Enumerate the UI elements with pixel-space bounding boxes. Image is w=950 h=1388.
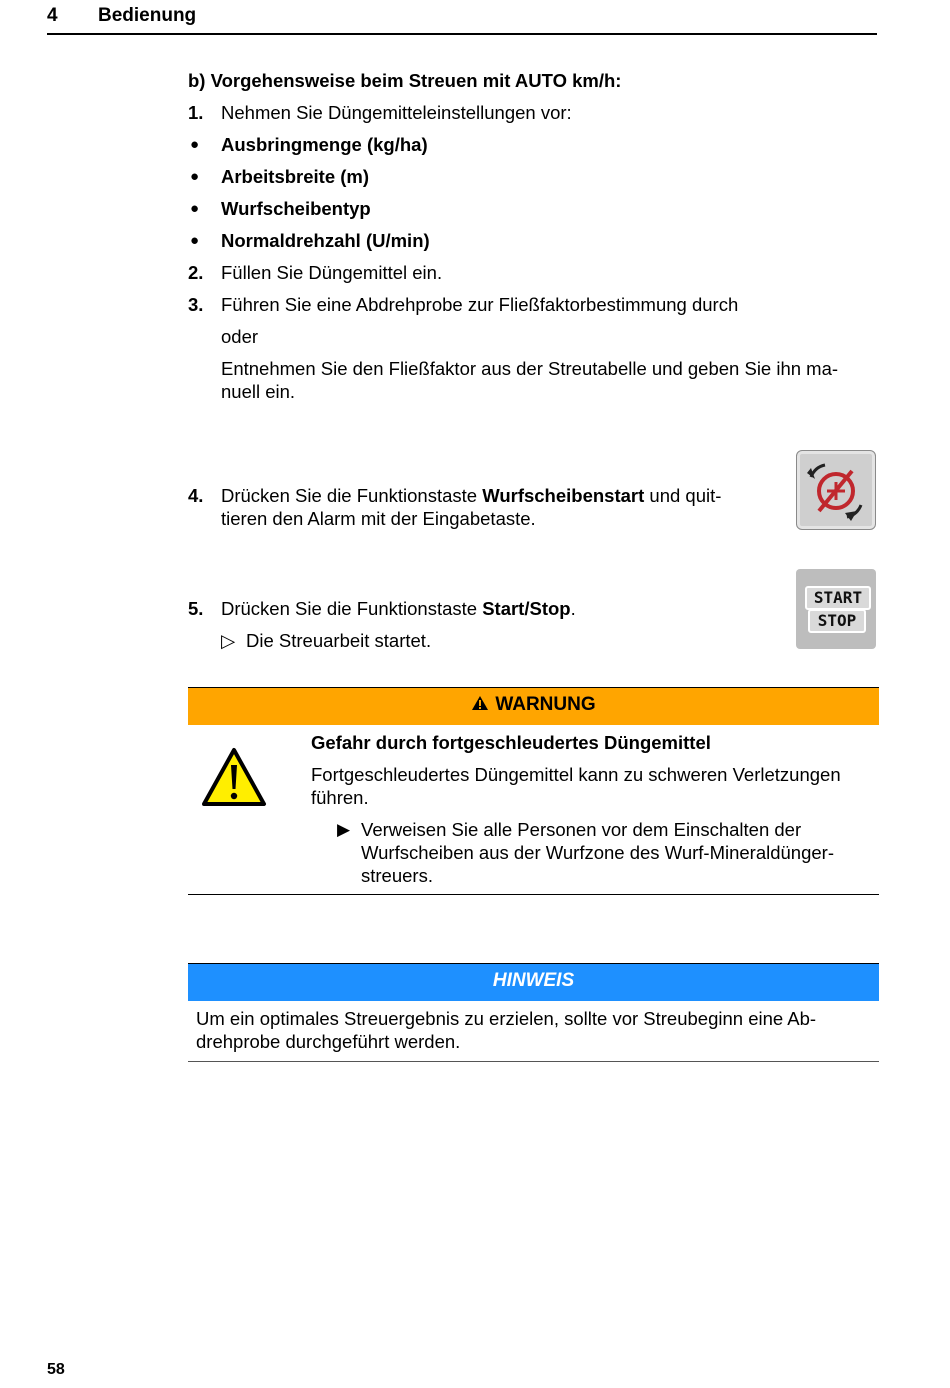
bullet-icon: ● <box>190 232 200 249</box>
step-5-pre: Drücken Sie die Funktionstaste <box>221 598 483 619</box>
bullet-icon: ● <box>190 136 200 153</box>
step-2-number: 2. <box>188 262 204 283</box>
step-2-text: Füllen Sie Düngemittel ein. <box>221 262 443 283</box>
step-5-key-name: Start/Stop <box>482 598 571 619</box>
step-4-post: und quit- <box>644 485 722 506</box>
warning-text-line-2: führen. <box>311 787 369 808</box>
step-5-number: 5. <box>188 598 204 619</box>
step-4-number: 4. <box>188 485 204 506</box>
result-marker-icon: ▷ <box>221 630 236 651</box>
warning-bottom-rule <box>188 894 879 895</box>
page-number: 58 <box>47 1361 65 1378</box>
step-4-pre: Drücken Sie die Funktionstaste <box>221 485 483 506</box>
bullet-icon: ● <box>190 168 200 185</box>
warning-action-line-2: Wurfscheiben aus der Wurfzone des Wurf-Mineraldünger- <box>361 842 834 863</box>
start-stop-key-icon <box>796 569 876 649</box>
warning-title: Gefahr durch fortgeschleudertes Düngemittel <box>311 732 711 753</box>
notice-bottom-rule <box>188 1061 879 1062</box>
step-5-post: . <box>570 598 576 619</box>
bullet-icon: ● <box>190 200 200 217</box>
step-3-number: 3. <box>188 294 204 315</box>
bullet-item: Arbeitsbreite (m) <box>221 166 370 187</box>
warning-triangle-icon <box>200 746 268 808</box>
step-4-key-name: Wurfscheibenstart <box>482 485 645 506</box>
warning-header <box>188 688 879 725</box>
warning-action-line-3: streuers. <box>361 865 433 886</box>
step-5-text <box>221 597 576 620</box>
action-arrow-icon: ▶ <box>337 820 351 839</box>
stop-label: STOP <box>808 609 866 633</box>
step-4-text <box>221 484 721 507</box>
warning-label: WARNUNG <box>495 694 596 715</box>
step-3-or: oder <box>221 326 259 347</box>
warning-triangle-small-icon <box>471 695 489 711</box>
section-title: b) Vorgehensweise beim Streuen mit AUTO km/h: <box>188 70 622 91</box>
bullet-item: Normaldrehzahl (U/min) <box>221 230 430 251</box>
step-3-alt-line-2: nuell ein. <box>221 381 296 402</box>
notice-text-line-2: drehprobe durchgeführt werden. <box>196 1031 461 1052</box>
step-1-text: Nehmen Sie Düngemitteleinstellungen vor: <box>221 102 572 123</box>
warning-action-line-1: Verweisen Sie alle Personen vor dem Einschalten der <box>361 819 802 840</box>
disc-start-key-icon <box>796 450 876 530</box>
warning-text-line-1: Fortgeschleudertes Düngemittel kann zu schweren Verletzungen <box>311 764 841 785</box>
bullet-item: Wurfscheibentyp <box>221 198 371 219</box>
step-3-alt-line-1: Entnehmen Sie den Fließfaktor aus der Streutabelle und geben Sie ihn ma- <box>221 358 839 379</box>
disc-start-symbol-icon <box>797 451 875 529</box>
step-4-line-2: tieren den Alarm mit der Eingabetaste. <box>221 508 536 529</box>
bullet-item: Ausbringmenge (kg/ha) <box>221 134 428 155</box>
chapter-title: Bedienung <box>98 5 197 26</box>
notice-label: HINWEIS <box>492 970 575 991</box>
step-5-result: Die Streuarbeit startet. <box>246 630 432 651</box>
chapter-number: 4 <box>47 5 58 26</box>
notice-header <box>188 964 879 1001</box>
step-1-number: 1. <box>188 102 204 123</box>
start-label: START <box>805 586 871 610</box>
step-3-text: Führen Sie eine Abdrehprobe zur Fließfaktorbestimmung durch <box>221 294 739 315</box>
header-rule <box>47 33 877 35</box>
notice-text-line-1: Um ein optimales Streuergebnis zu erzielen, sollte vor Streubeginn eine Ab- <box>196 1008 817 1029</box>
